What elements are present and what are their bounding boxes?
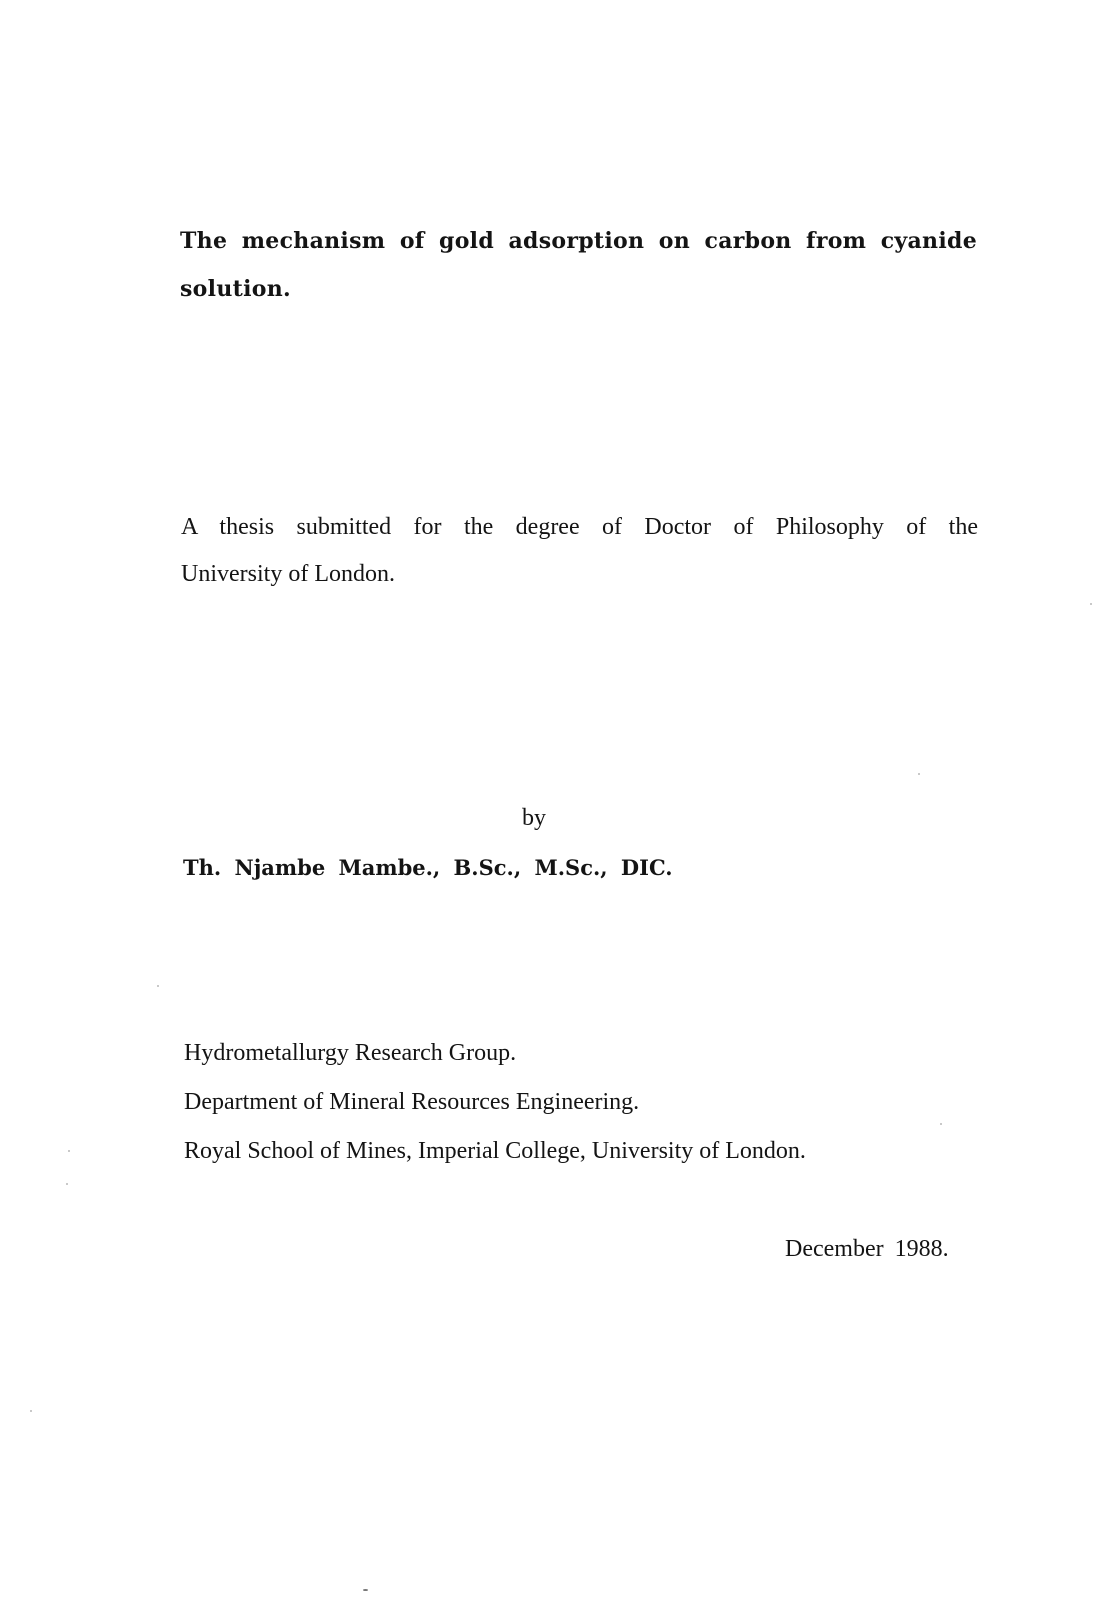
scan-speck (68, 1150, 70, 1152)
degree-statement-line-2: University of London. (181, 561, 395, 587)
thesis-title-line-1: The mechanism of gold adsorption on carbon from cyanide (180, 228, 977, 254)
scan-speck (30, 1410, 32, 1412)
scan-speck (157, 985, 159, 987)
research-group: Hydrometallurgy Research Group. (184, 1040, 517, 1066)
scan-speck (940, 1123, 942, 1125)
institution: Royal School of Mines, Imperial College, University of London. (184, 1138, 806, 1164)
submission-date: December 1988. (785, 1236, 949, 1262)
department: Department of Mineral Resources Engineering. (184, 1089, 640, 1115)
scan-speck (66, 1183, 68, 1185)
thesis-title-line-2: solution. (180, 276, 291, 302)
degree-statement-line-1: A thesis submitted for the degree of Doctor of Philosophy of the (181, 514, 978, 540)
scan-speck (918, 773, 920, 775)
author-name: Th. Njambe Mambe., B.Sc., M.Sc., DIC. (183, 855, 673, 880)
scan-speck (363, 1589, 368, 1591)
scan-speck (1090, 603, 1092, 605)
byline: by (522, 805, 546, 831)
